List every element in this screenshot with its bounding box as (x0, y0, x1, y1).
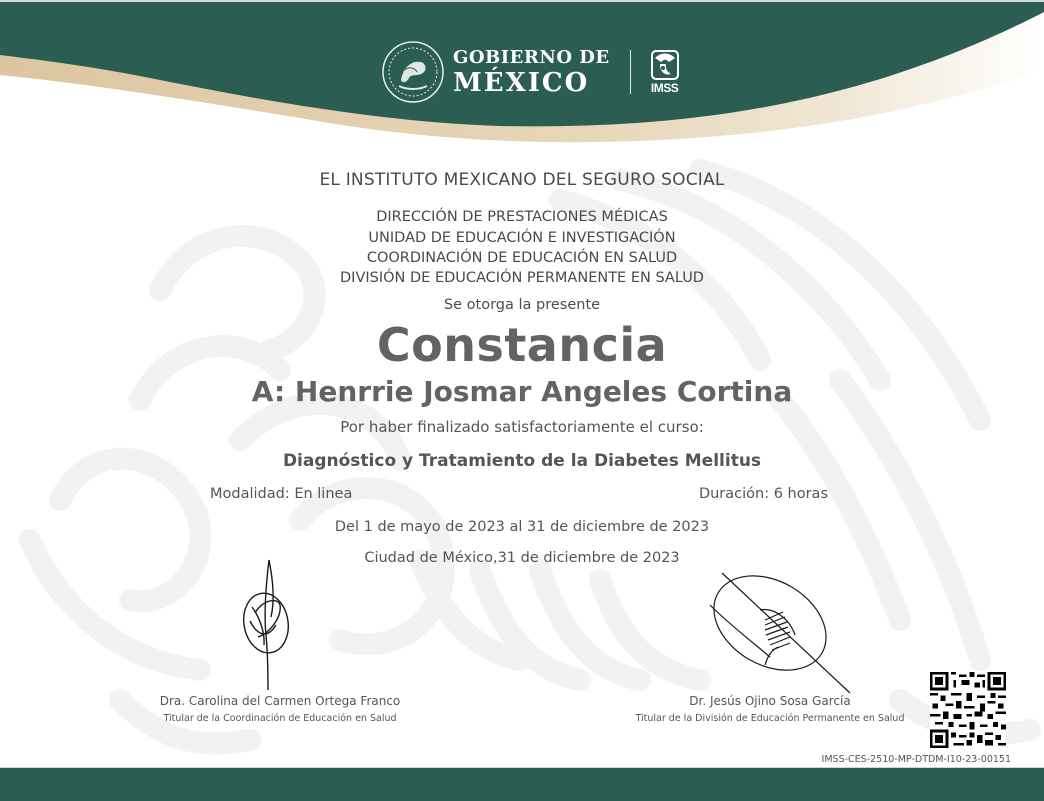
signature-block-2 (610, 565, 930, 735)
signer-name: Dra. Carolina del Carmen Ortega Franco (159, 694, 401, 708)
duration: Duración: 6 horas (698, 486, 828, 502)
department-line: DIRECCIÓN DE PRESTACIONES MÉDICAS (376, 209, 668, 225)
intro-text: Se otorga la presente (443, 297, 601, 313)
signer-title: Titular de la División de Educación Permanente en Salud (635, 713, 905, 724)
place-and-date: Ciudad de México,31 de diciembre de 2023 (364, 550, 680, 566)
signature-block-1 (130, 555, 430, 735)
brand-line-2: MÉXICO (453, 67, 590, 98)
handwritten-signature-icon (130, 555, 430, 695)
handwritten-signature-icon (610, 565, 930, 695)
verification-qr-code[interactable] (930, 672, 1006, 748)
folio-number: IMSS-CES-2510-MP-DTDM-I10-23-00151 (821, 754, 1011, 765)
logo-divider (630, 50, 631, 94)
modality: Modalidad: En linea (210, 486, 353, 502)
top-edge (0, 0, 1044, 2)
brand-line-1: GOBIERNO DE (453, 46, 610, 68)
course-name: Diagnóstico y Tratamiento de la Diabetes Mellitus (282, 451, 762, 471)
institution-name: EL INSTITUTO MEXICANO DEL SEGURO SOCIAL (319, 170, 725, 190)
gobierno-de-mexico-wordmark (453, 46, 610, 98)
signer-title: Titular de la Coordinación de Educación en Salud (163, 713, 397, 724)
signer-name: Dr. Jesús Ojino Sosa García (689, 694, 851, 708)
certificate-title: Constancia (376, 318, 668, 372)
mexico-coat-of-arms-icon (381, 40, 445, 104)
header-logos (381, 40, 681, 104)
department-line: COORDINACIÓN DE EDUCACIÓN EN SALUD (366, 250, 678, 266)
course-period: Del 1 de mayo de 2023 al 31 de diciembre de 2023 (334, 519, 710, 535)
department-line: UNIDAD DE EDUCACIÓN E INVESTIGACIÓN (368, 230, 676, 246)
department-line: DIVISIÓN DE EDUCACIÓN PERMANENTE EN SALUD (340, 270, 704, 286)
imss-logo-icon (649, 50, 681, 80)
footer-bar (0, 767, 1044, 801)
reason-text: Por haber finalizado satisfactoriamente el curso: (340, 418, 704, 436)
recipient-name: A: Henrrie Josmar Angeles Cortina (251, 375, 793, 408)
imss-logo (649, 50, 681, 95)
imss-label: IMSS (650, 80, 679, 95)
